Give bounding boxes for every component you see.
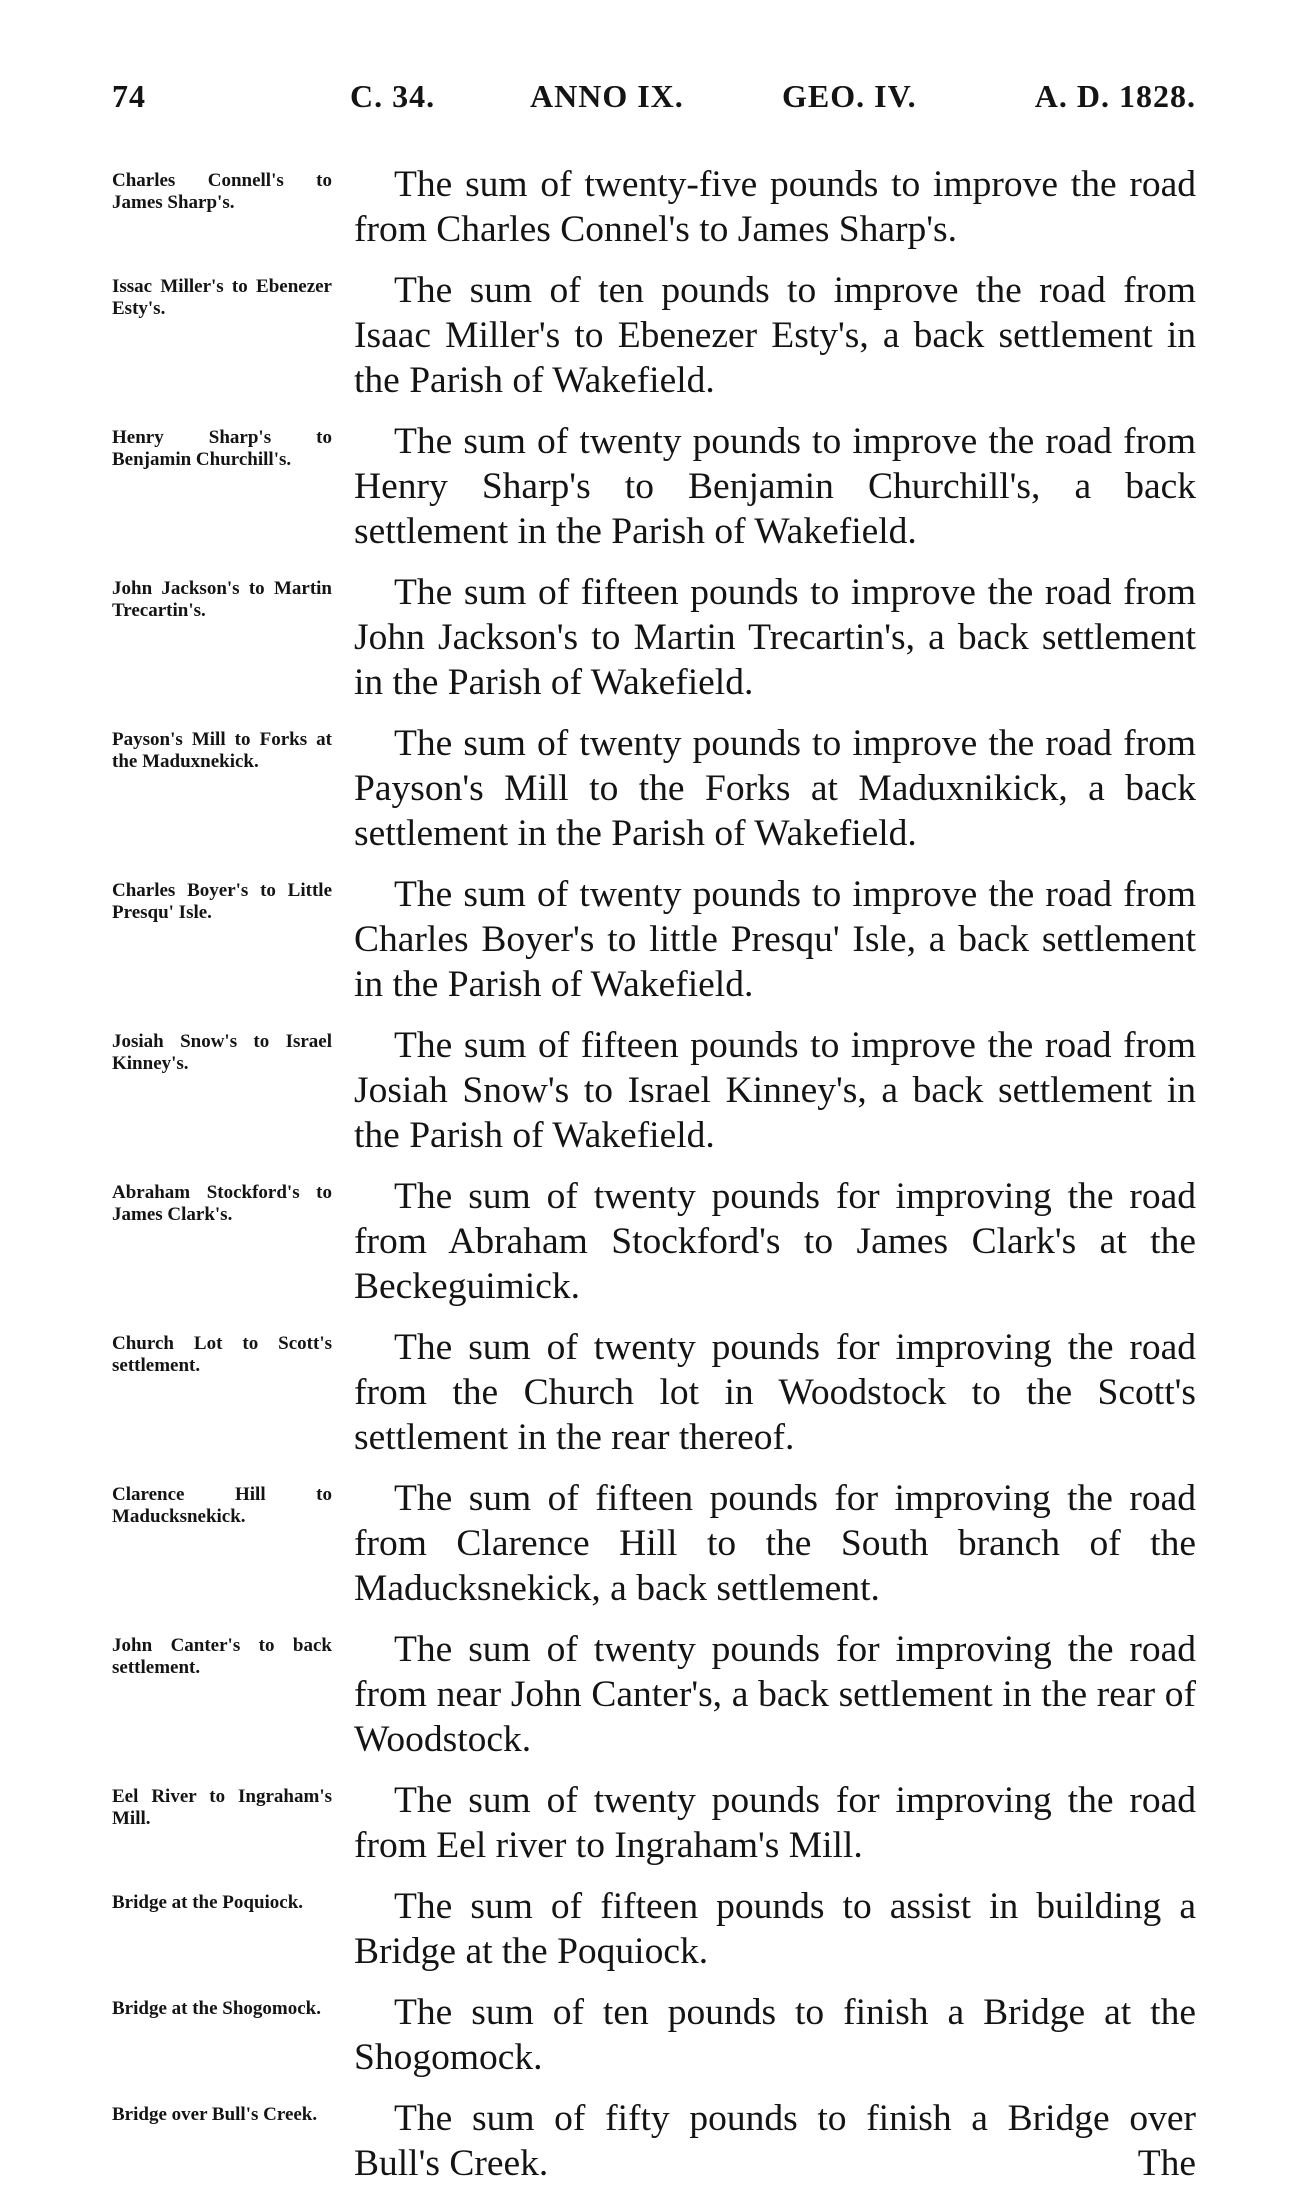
marginal-note: Charles Boyer's to Little Presqu' Isle. (112, 880, 332, 923)
regnal-reign: GEO. IV. (782, 78, 917, 114)
marginal-note: Bridge over Bull's Creek. (112, 2104, 318, 2125)
marginal-note: Abraham Stockford's to James Clark's. (112, 1182, 332, 1225)
entry-text-with-catchword (354, 2096, 1196, 2186)
entry-text: The sum of fifteen pounds to assist in building a Bridge at the Poquiock. (354, 1886, 1196, 1972)
entry-text: The sum of twenty pounds for improving the road from the Church lot in Woodstock to the Scott's settlement in the rear thereof. (354, 1327, 1196, 1458)
marginal-note: Bridge at the Shogomock. (112, 1998, 321, 2019)
appropriation-entry (112, 872, 1196, 1007)
entry-text: The sum of twenty pounds to improve the road from Payson's Mill to the Forks at Maduxnikick, a back settlement in the Parish of Wakefield. (354, 723, 1196, 854)
appropriation-entry (112, 1990, 1196, 2080)
page-number: 74 (112, 78, 146, 114)
entry-text: The sum of twenty pounds for improving the road from Abraham Stockford's to James Clark's at the Beckeguimick. (354, 1176, 1196, 1307)
marginal-note: Josiah Snow's to Israel Kinney's. (112, 1031, 332, 1074)
entry-text: The sum of twenty-five pounds to improve the road from Charles Connel's to James Sharp's. (354, 164, 1196, 250)
entry-text: The sum of twenty pounds to improve the road from Henry Sharp's to Benjamin Churchill's, a back settlement in the Parish of Wakefield. (354, 421, 1196, 552)
marginal-note: Church Lot to Scott's settlement. (112, 1333, 332, 1376)
marginal-note: John Jackson's to Martin Trecartin's. (112, 578, 332, 621)
appropriation-entry (112, 1884, 1196, 1974)
entry-text: The sum of ten pounds to improve the road from Isaac Miller's to Ebenezer Esty's, a back settlement in the Parish of Wakefield. (354, 270, 1196, 401)
catchword: The (1137, 2143, 1196, 2184)
appropriation-entry (112, 721, 1196, 856)
chapter-number: C. 34. (350, 78, 436, 114)
appropriation-entry (112, 1174, 1196, 1309)
appropriation-entry (112, 1023, 1196, 1158)
marginal-note: Charles Connell's to James Sharp's. (112, 170, 332, 213)
marginal-note: Eel River to Ingraham's Mill. (112, 1786, 332, 1829)
entry-text: The sum of twenty pounds for improving the road from Eel river to Ingraham's Mill. (354, 1780, 1196, 1866)
running-head (112, 78, 1196, 128)
appropriation-entry (112, 1778, 1196, 1868)
marginal-note: Payson's Mill to Forks at the Maduxnekick. (112, 729, 332, 772)
appropriation-entry (112, 1476, 1196, 1611)
regnal-anno: ANNO IX. (530, 78, 684, 114)
appropriation-entry (112, 1627, 1196, 1762)
year-of-act: A. D. 1828. (1034, 78, 1196, 114)
entry-text: The sum of fifteen pounds for improving the road from Clarence Hill to the South branch of the Maducksnekick, a back settlement. (354, 1478, 1196, 1609)
appropriation-entry (112, 268, 1196, 403)
appropriation-entry (112, 570, 1196, 705)
appropriation-entry (112, 419, 1196, 554)
entry-text: The sum of fifteen pounds to improve the road from Josiah Snow's to Israel Kinney's, a back settlement in the Parish of Wakefield. (354, 1025, 1196, 1156)
entry-text: The sum of twenty pounds to improve the road from Charles Boyer's to little Presqu' Isle, a back settlement in the Parish of Wakefield. (354, 874, 1196, 1005)
marginal-note: Issac Miller's to Ebenezer Esty's. (112, 276, 332, 319)
entry-text: The sum of fifty pounds to finish a Bridge over Bull's Creek. (354, 2098, 1196, 2184)
entry-text: The sum of ten pounds to finish a Bridge at the Shogomock. (354, 1992, 1196, 2078)
marginal-note: Henry Sharp's to Benjamin Churchill's. (112, 427, 332, 470)
entry-text: The sum of fifteen pounds to improve the road from John Jackson's to Martin Trecartin's, a back settlement in the Parish of Wakefield. (354, 572, 1196, 703)
marginal-note: John Canter's to back settlement. (112, 1635, 332, 1678)
appropriation-entry-last (112, 2096, 1196, 2186)
appropriation-entries (112, 162, 1196, 2202)
appropriation-entry (112, 162, 1196, 252)
appropriation-entry (112, 1325, 1196, 1460)
marginal-note: Clarence Hill to Maducksnekick. (112, 1484, 332, 1527)
entry-text: The sum of twenty pounds for improving the road from near John Canter's, a back settlement in the rear of Woodstock. (354, 1629, 1196, 1760)
marginal-note: Bridge at the Poquiock. (112, 1892, 304, 1913)
